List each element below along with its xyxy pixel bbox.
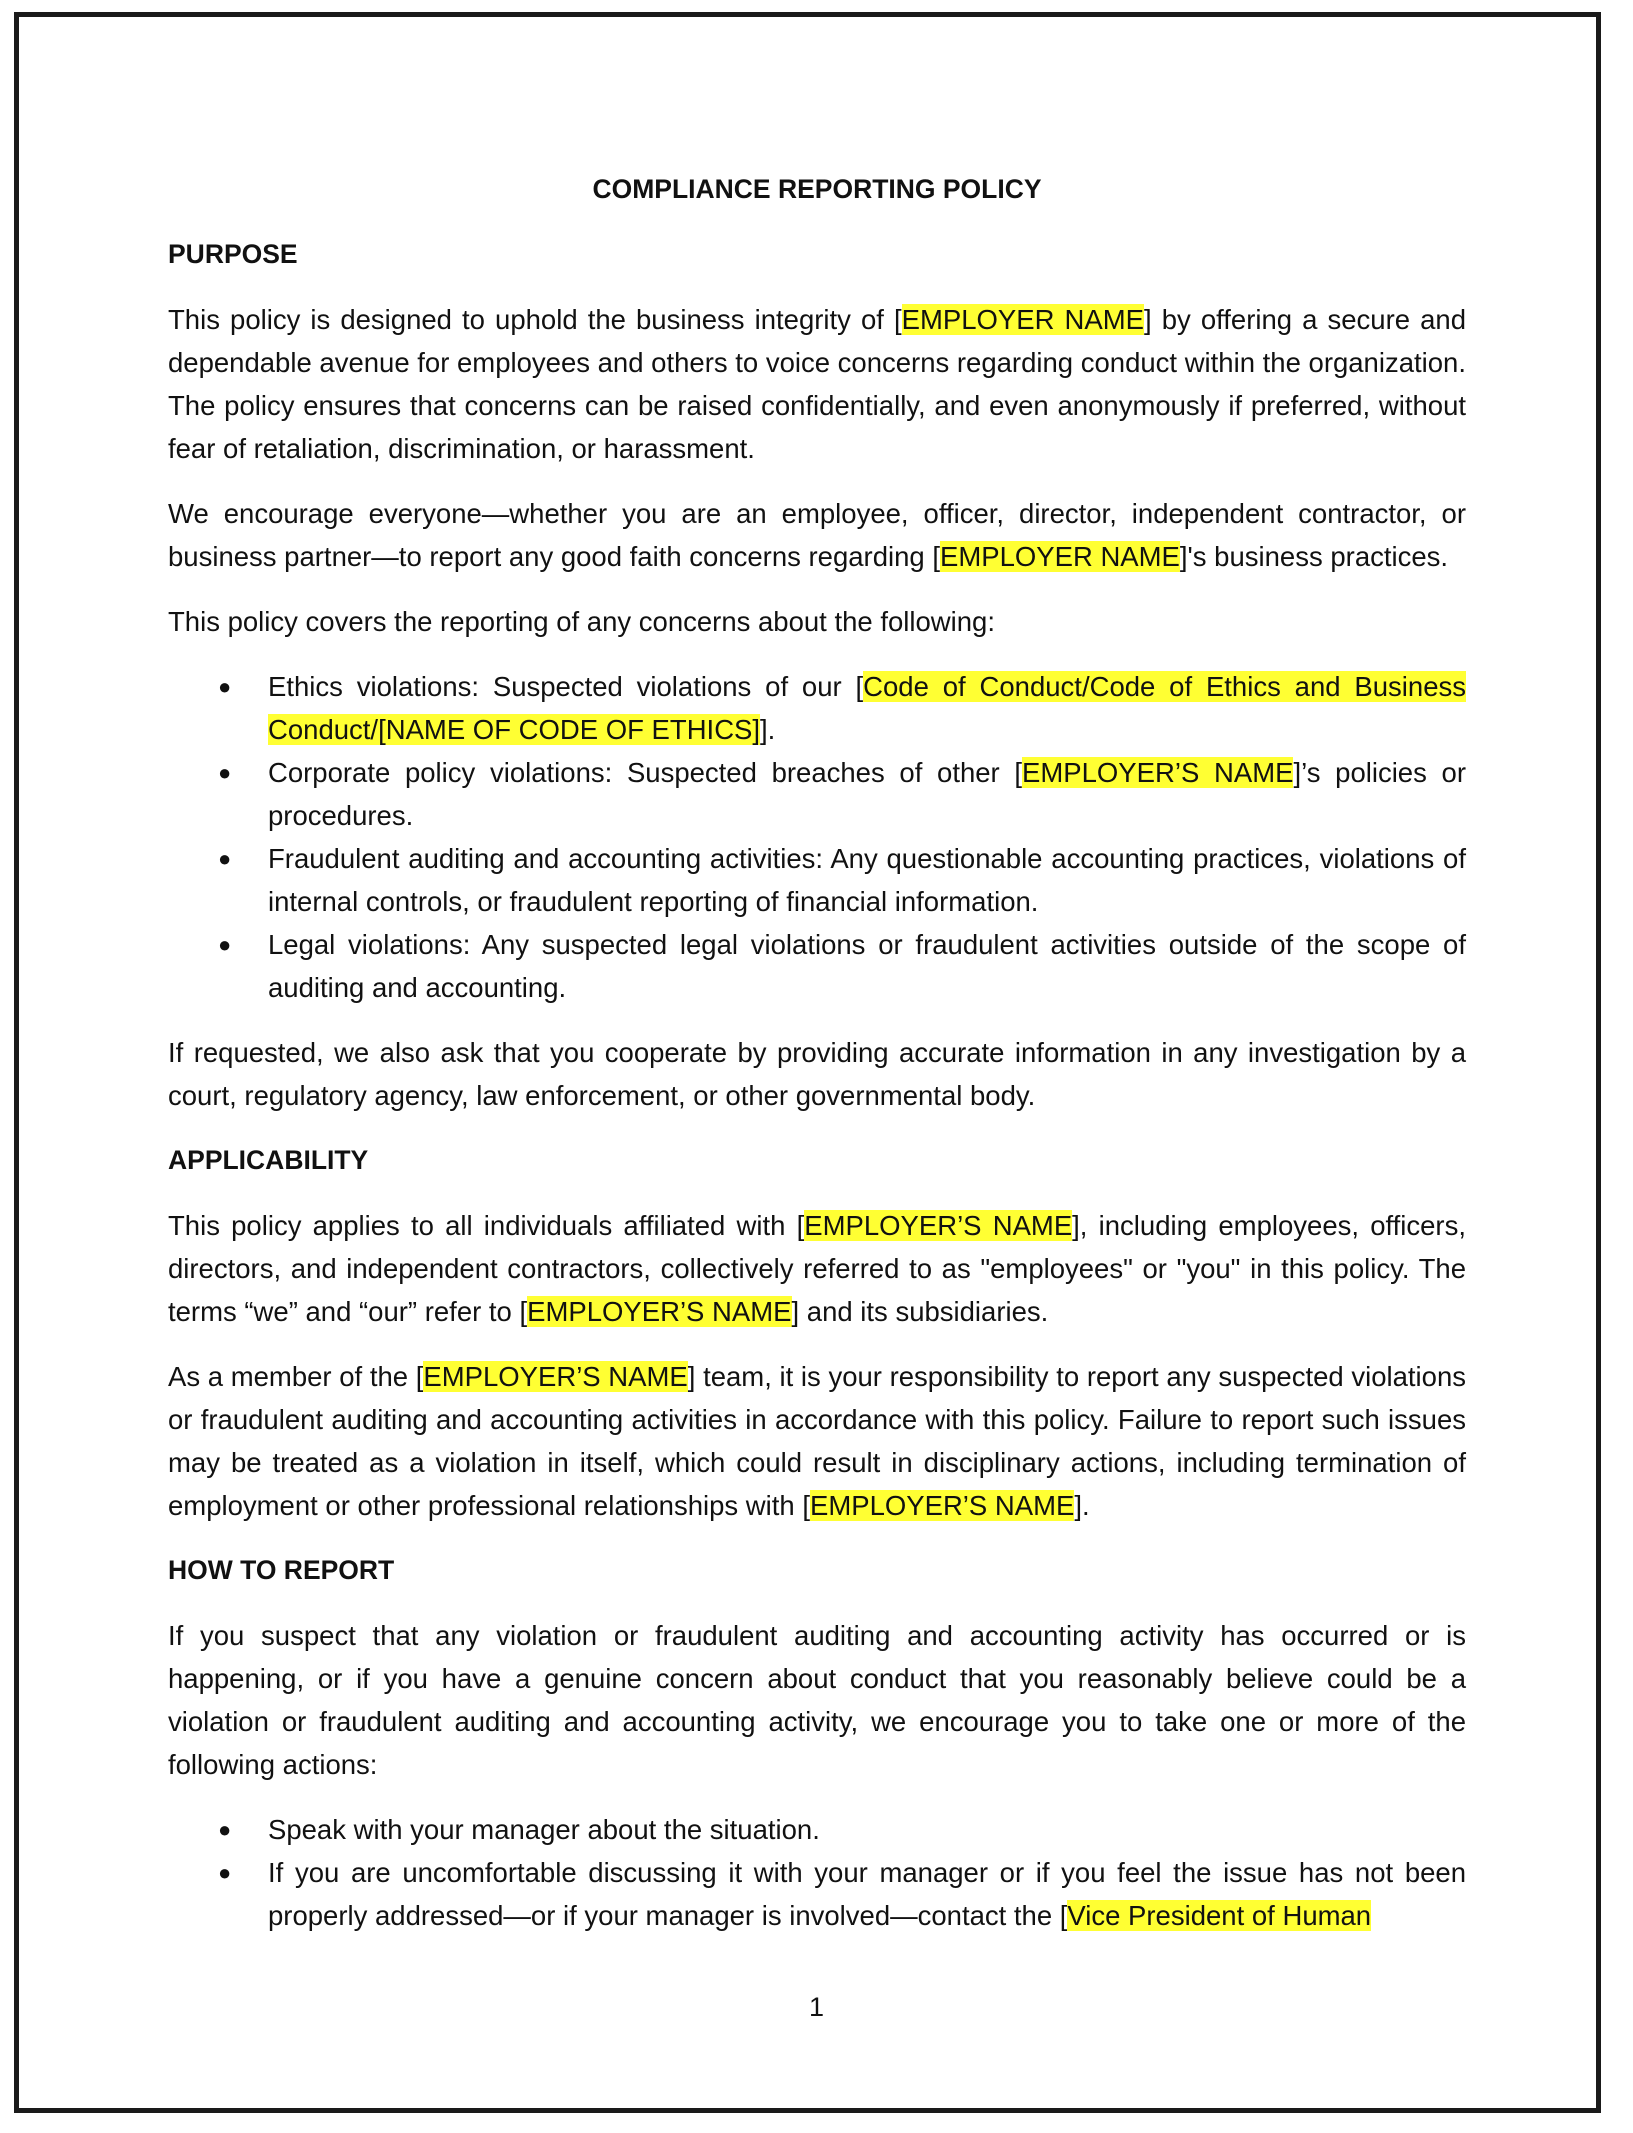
placeholder-highlight: EMPLOYER NAME [901,304,1144,335]
placeholder-highlight: Vice President of Human [1067,1900,1372,1931]
paragraph: If requested, we also ask that you cooperate by providing accurate information in any investigation by a court, regulatory agency, law enforcement, or other governmental body. [168,1037,1466,1111]
placeholder-highlight: EMPLOYER’S NAME [804,1210,1073,1241]
document-title: COMPLIANCE REPORTING POLICY [592,174,1042,204]
list-item: ● Speak with your manager about the situation. [168,1808,1466,1851]
paragraph: This policy applies to all individuals affiliated with [EMPLOYER’S NAME], including employees, officers, directors, and independent contractors, collectively referred to as "employees" or "you" in this policy. The terms “we” and “our” refer to [EMPLOYER’S NAME] and its subsidiaries. [168,1210,1466,1327]
list-item: ● Fraudulent auditing and accounting activities: Any questionable accounting practices, violations of internal controls, or fraudulent reporting of financial information. [168,837,1466,923]
document-body [168,168,1466,1959]
bullet-icon: ● [218,1860,232,1885]
paragraph: If you suspect that any violation or fraudulent auditing and accounting activity has occurred or is happening, or if you have a genuine concern about conduct that you reasonably believe could be a violation or fraudulent auditing and accounting activity, we encourage you to take one or more of the following actions: [168,1620,1466,1780]
paragraph: This policy is designed to uphold the business integrity of [EMPLOYER NAME] by offering a secure and dependable avenue for employees and others to voice concerns regarding conduct within the organization. The policy ensures that concerns can be raised confidentially, and even anonymously if preferred, without fear of retaliation, discrimination, or harassment. [168,304,1466,464]
section-heading-purpose: PURPOSE [168,239,298,269]
section-heading-applicability: APPLICABILITY [168,1145,369,1175]
list-item: ● Ethics violations: Suspected violations of our [Code of Conduct/Code of Ethics and Business Conduct/[NAME OF CODE OF ETHICS]]. [168,665,1466,751]
paragraph: We encourage everyone—whether you are an employee, officer, director, independent contractor, or business partner—to report any good faith concerns regarding [EMPLOYER NAME]'s business practices. [168,498,1466,572]
placeholder-highlight: EMPLOYER’S NAME [527,1296,792,1327]
page-number: 1 [808,1992,825,2022]
placeholder-highlight: EMPLOYER NAME [939,541,1180,572]
placeholder-highlight: EMPLOYER’S NAME [809,1490,1075,1521]
list-item: ● Corporate policy violations: Suspected breaches of other [EMPLOYER’S NAME]’s policies or procedures. [168,751,1466,837]
paragraph: As a member of the [EMPLOYER’S NAME] team, it is your responsibility to report any suspected violations or fraudulent auditing and accounting activities in accordance with this policy. Failure to report such issues may be treated as a violation in itself, which could result in disciplinary actions, including termination of employment or other professional relationships with [EMPLOYER’S NAME]. [168,1361,1466,1521]
list-item: ● If you are uncomfortable discussing it with your manager or if you feel the issue has not been properly addressed—or if your manager is involved—contact the [Vice President of Human [168,1851,1466,1937]
paragraph: This policy covers the reporting of any concerns about the following: [168,606,995,637]
placeholder-highlight: EMPLOYER’S NAME [1022,757,1294,788]
bullet-icon: ● [218,760,232,785]
placeholder-highlight: Code of Conduct/Code of Ethics and Business Conduct/[NAME OF CODE OF ETHICS] [268,671,1466,745]
section-heading-how-to-report: HOW TO REPORT [168,1555,395,1585]
bullet-list [168,665,1466,1009]
bullet-list [168,1808,1466,1937]
placeholder-highlight: EMPLOYER’S NAME [423,1361,688,1392]
bullet-icon: ● [218,674,232,699]
list-item: ● Legal violations: Any suspected legal violations or fraudulent activities outside of the scope of auditing and accounting. [168,923,1466,1009]
bullet-icon: ● [218,932,232,957]
bullet-icon: ● [218,846,232,871]
bullet-icon: ● [218,1817,232,1842]
